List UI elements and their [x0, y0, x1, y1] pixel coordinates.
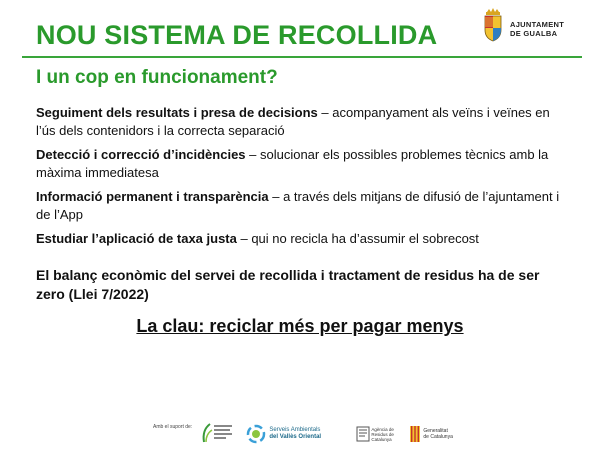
list-item — [36, 188, 566, 224]
balance-statement: El balanç econòmic del servei de recollida i tractament de residus ha de ser zero (Llei 7/2022) — [36, 267, 540, 302]
serveis-ambientals-icon — [246, 424, 266, 444]
agencia-line-1: Agència de — [371, 426, 394, 432]
item-heading: Detecció i correcció d’incidències — [36, 147, 246, 162]
header-divider — [22, 56, 582, 58]
generalitat-line-1: Generalitat — [423, 428, 448, 434]
item-description: – acompanyament als veïns i veïnes en l’ús dels contenidors i la correcta separació — [36, 105, 550, 138]
consorci-leaf-icon — [200, 420, 234, 446]
generalitat-flag-icon — [410, 426, 420, 442]
serveis-line-1: Serveis Ambientals — [269, 427, 321, 433]
agencia-residus-icon — [356, 426, 370, 442]
generalitat-logo — [410, 426, 453, 442]
ajuntament-name — [510, 20, 564, 38]
agencia-line-3: Catalunya — [371, 436, 392, 442]
item-heading: Seguiment dels resultats i presa de decisions — [36, 105, 318, 120]
logo-line-1: AJUNTAMENT — [510, 20, 565, 29]
serveis-ambientals-logo — [246, 424, 321, 444]
key-message: La clau: reciclar més per pagar menys — [136, 316, 464, 336]
slide-title: NOU SISTEMA DE RECOLLIDA — [36, 20, 438, 50]
logo-line-2: DE GUALBA — [510, 29, 558, 38]
agencia-line-2: Residus de — [371, 431, 394, 437]
consorci-logo — [200, 420, 234, 446]
list-item — [36, 146, 566, 182]
coat-of-arms-icon — [482, 8, 504, 42]
item-heading: Informació permanent i transparència — [36, 189, 269, 204]
list-item — [36, 104, 566, 140]
item-description: – a través dels mitjans de difusió de l’ajuntament i de l’App — [36, 189, 560, 222]
slide-subtitle: I un cop en funcionament? — [36, 67, 278, 88]
item-heading: Estudiar l’aplicació de taxa justa — [36, 231, 237, 246]
serveis-line-2: del Vallès Oriental — [269, 434, 322, 440]
generalitat-line-2: de Catalunya — [423, 434, 453, 440]
action-list — [36, 104, 566, 254]
slide-header — [0, 0, 600, 58]
item-description: – solucionar els possibles problemes tècnics amb la màxima immediatesa — [36, 147, 549, 180]
sponsor-footer — [0, 418, 600, 450]
ajuntament-logo — [482, 6, 592, 48]
support-label: Amb el suport de: — [153, 424, 193, 430]
agencia-residus-logo — [356, 426, 394, 442]
item-description: – qui no recicla ha d’assumir el sobrecost — [236, 231, 479, 246]
list-item — [36, 230, 566, 248]
